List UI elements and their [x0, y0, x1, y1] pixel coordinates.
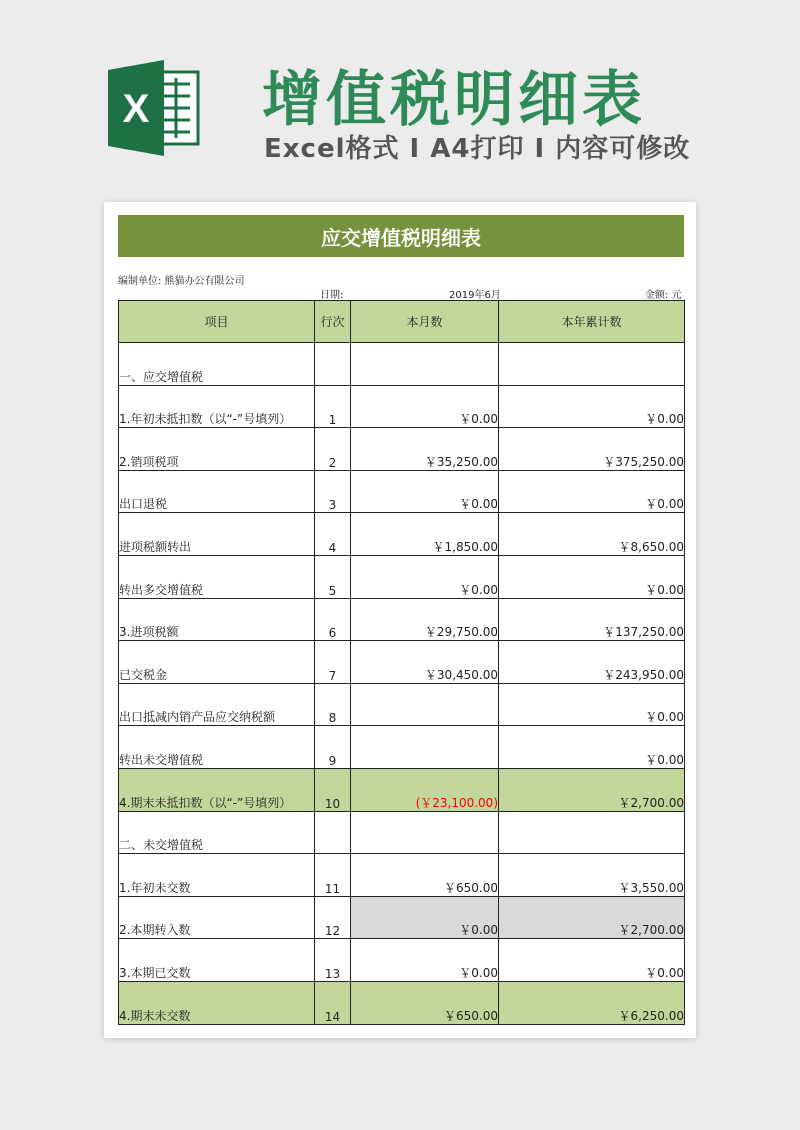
- row-item: 出口退税: [119, 470, 315, 513]
- row-month: ￥0.00: [351, 555, 499, 598]
- row-no: 11: [315, 854, 351, 897]
- row-year: ￥375,250.00: [499, 428, 685, 471]
- table-row-highlight: [119, 981, 685, 1024]
- row-no: 5: [315, 555, 351, 598]
- row-no: 9: [315, 726, 351, 769]
- row-item: 一、应交增值税: [119, 343, 315, 386]
- row-item: 3.本期已交数: [119, 939, 315, 982]
- row-month: ￥35,250.00: [351, 428, 499, 471]
- col-header-month: 本月数: [351, 301, 499, 343]
- row-month: ￥0.00: [351, 470, 499, 513]
- row-year: ￥0.00: [499, 683, 685, 726]
- row-no: 8: [315, 683, 351, 726]
- row-month: ￥0.00: [351, 896, 499, 939]
- date-label: 日期:: [320, 290, 344, 301]
- table-row: [119, 598, 685, 641]
- table-header-row: [119, 301, 685, 343]
- row-item: 二、未交增值税: [119, 811, 315, 854]
- row-year: [499, 343, 685, 386]
- row-month: ￥650.00: [351, 981, 499, 1024]
- table-row: [119, 939, 685, 982]
- row-item: 1.年初未交数: [119, 854, 315, 897]
- row-year: [499, 811, 685, 854]
- table-row: [119, 854, 685, 897]
- table-row: [119, 343, 685, 386]
- row-no: 7: [315, 641, 351, 684]
- row-item: 出口抵减内销产品应交纳税额: [119, 683, 315, 726]
- row-month: ￥650.00: [351, 854, 499, 897]
- row-month: ￥0.00: [351, 385, 499, 428]
- document-paper: [104, 202, 696, 1038]
- row-month: [351, 683, 499, 726]
- row-no: 6: [315, 598, 351, 641]
- row-year: ￥0.00: [499, 939, 685, 982]
- row-item: 已交税金: [119, 641, 315, 684]
- row-year: ￥3,550.00: [499, 854, 685, 897]
- row-item: 2.销项税项: [119, 428, 315, 471]
- row-item: 转出多交增值税: [119, 555, 315, 598]
- row-no: 10: [315, 768, 351, 811]
- page-subtitle: Excel格式 I A4打印 I 内容可修改: [264, 134, 691, 164]
- row-month: [351, 811, 499, 854]
- table-row: [119, 896, 685, 939]
- row-no: [315, 811, 351, 854]
- vat-table: [118, 300, 685, 1025]
- table-row: [119, 428, 685, 471]
- excel-logo-icon: [104, 58, 204, 158]
- unit-label: 编制单位: 熊猫办公有限公司: [118, 276, 245, 287]
- row-year: ￥137,250.00: [499, 598, 685, 641]
- date-value: 2019年6月: [449, 290, 501, 301]
- row-no: 14: [315, 981, 351, 1024]
- row-year: ￥2,700.00: [499, 896, 685, 939]
- table-row: [119, 555, 685, 598]
- table-row: [119, 513, 685, 556]
- col-header-year: 本年累计数: [499, 301, 685, 343]
- row-year: ￥243,950.00: [499, 641, 685, 684]
- row-item: 进项税额转出: [119, 513, 315, 556]
- row-item: 3.进项税额: [119, 598, 315, 641]
- row-item: 4.期末未抵扣数（以“-”号填列）: [119, 768, 315, 811]
- row-item: 2.本期转入数: [119, 896, 315, 939]
- row-month: ￥1,850.00: [351, 513, 499, 556]
- table-row: [119, 726, 685, 769]
- row-month: [351, 343, 499, 386]
- row-year: ￥0.00: [499, 385, 685, 428]
- row-item: 4.期末未交数: [119, 981, 315, 1024]
- row-no: 1: [315, 385, 351, 428]
- row-no: 3: [315, 470, 351, 513]
- row-no: 13: [315, 939, 351, 982]
- row-no: 2: [315, 428, 351, 471]
- promo-header: [0, 0, 800, 200]
- row-year: ￥6,250.00: [499, 981, 685, 1024]
- row-year: ￥0.00: [499, 726, 685, 769]
- row-month: [351, 726, 499, 769]
- row-month: ￥30,450.00: [351, 641, 499, 684]
- table-row: [119, 683, 685, 726]
- row-year: ￥8,650.00: [499, 513, 685, 556]
- row-year: ￥2,700.00: [499, 768, 685, 811]
- col-header-item: 项目: [119, 301, 315, 343]
- row-month-negative: (￥23,100.00): [351, 768, 499, 811]
- row-no: 4: [315, 513, 351, 556]
- row-year: ￥0.00: [499, 555, 685, 598]
- table-row-highlight: [119, 768, 685, 811]
- row-no: 12: [315, 896, 351, 939]
- row-month: ￥0.00: [351, 939, 499, 982]
- amount-unit: 金额: 元: [645, 290, 682, 301]
- table-row: [119, 470, 685, 513]
- sheet-title: 应交增值税明细表: [118, 215, 684, 257]
- table-row: [119, 385, 685, 428]
- page-title: 增值税明细表: [262, 65, 646, 135]
- row-no: [315, 343, 351, 386]
- row-item: 转出未交增值税: [119, 726, 315, 769]
- col-header-no: 行次: [315, 301, 351, 343]
- table-row: [119, 641, 685, 684]
- row-item: 1.年初未抵扣数（以“-”号填列）: [119, 385, 315, 428]
- row-month: ￥29,750.00: [351, 598, 499, 641]
- logo-letter: X: [122, 87, 150, 131]
- table-row: [119, 811, 685, 854]
- row-year: ￥0.00: [499, 470, 685, 513]
